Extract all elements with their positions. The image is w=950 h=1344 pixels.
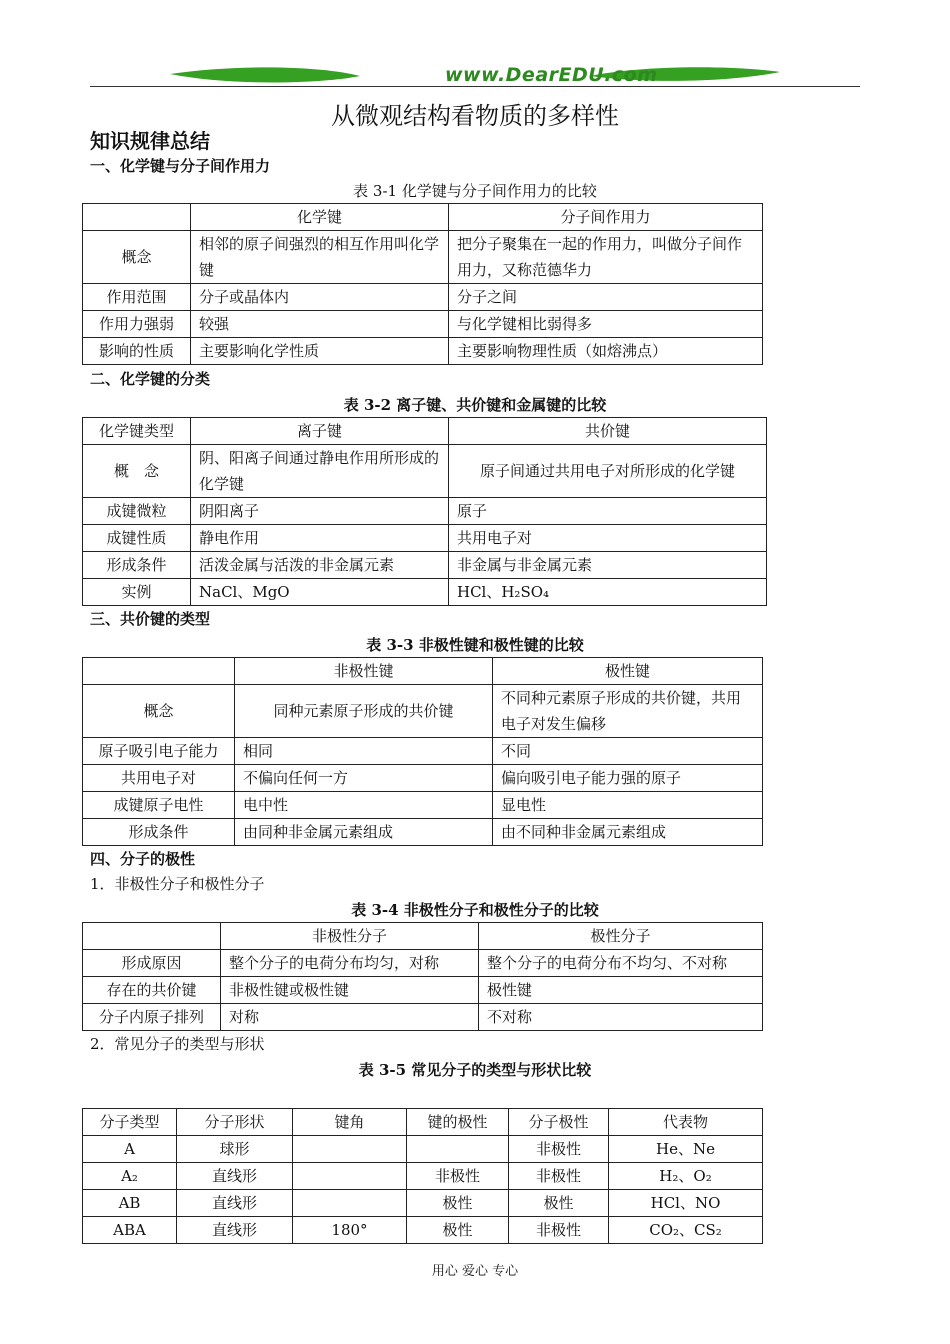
- row-label: 影响的性质: [83, 338, 191, 365]
- table-cell: 分子或晶体内: [191, 284, 449, 311]
- table-cell: 阴阳离子: [191, 498, 449, 525]
- table-cell: ABA: [83, 1217, 177, 1244]
- table-cell: 活泼金属与活泼的非金属元素: [191, 552, 449, 579]
- table-cell: 非极性: [509, 1217, 609, 1244]
- table-cell: HCl、H₂SO₄: [449, 579, 767, 606]
- table-cell: 把分子聚集在一起的作用力，叫做分子间作用力，又称范德华力: [449, 231, 763, 284]
- table4: [82, 922, 763, 1031]
- page-footer: 用心 爱心 专心: [431, 1264, 519, 1279]
- table-header: 共价键: [449, 418, 767, 445]
- table-cell: 相邻的原子间强烈的相互作用叫化学键: [191, 231, 449, 284]
- table-cell: [83, 658, 235, 685]
- table-header: 分子类型: [83, 1109, 177, 1136]
- row-label: 作用力强弱: [83, 311, 191, 338]
- site-header: [90, 60, 860, 90]
- table-row: [83, 338, 763, 365]
- table-cell: [293, 1136, 407, 1163]
- table-cell: 由同种非金属元素组成: [235, 819, 493, 846]
- table-row: [83, 977, 763, 1004]
- table-row: [83, 311, 763, 338]
- table-header: 分子间作用力: [449, 204, 763, 231]
- row-label: 成键原子电性: [83, 792, 235, 819]
- table-header: 分子形状: [177, 1109, 293, 1136]
- table-cell: 180°: [293, 1217, 407, 1244]
- table-cell: HCl、NO: [609, 1190, 763, 1217]
- row-label: 实例: [83, 579, 191, 606]
- table-cell: 分子之间: [449, 284, 763, 311]
- table-header: 键的极性: [407, 1109, 509, 1136]
- table-cell: 同种元素原子形成的共价键: [235, 685, 493, 738]
- table-cell: 直线形: [177, 1190, 293, 1217]
- table-cell: 极性: [407, 1217, 509, 1244]
- table-row: [83, 1136, 763, 1163]
- row-label: 形成原因: [83, 950, 221, 977]
- table-row: [83, 231, 763, 284]
- table-cell: 不同: [493, 738, 763, 765]
- table-row: [83, 525, 767, 552]
- table-cell: 直线形: [177, 1217, 293, 1244]
- section-heading-4: 四、分子的极性: [90, 850, 196, 868]
- row-label: 概念: [83, 685, 235, 738]
- table-header: 化学键: [191, 204, 449, 231]
- table-cell: 球形: [177, 1136, 293, 1163]
- table-cell: 与化学键相比弱得多: [449, 311, 763, 338]
- table-cell: 不同种元素原子形成的共价键，共用电子对发生偏移: [493, 685, 763, 738]
- table-row: [83, 685, 763, 738]
- table-cell: 对称: [221, 1004, 479, 1031]
- table-cell: 主要影响物理性质（如熔沸点）: [449, 338, 763, 365]
- table-row: [83, 792, 763, 819]
- table-cell: 不对称: [479, 1004, 763, 1031]
- table-row: [83, 498, 767, 525]
- table-row: [83, 445, 767, 498]
- table-header: 分子极性: [509, 1109, 609, 1136]
- table-cell: A: [83, 1136, 177, 1163]
- row-label: 存在的共价键: [83, 977, 221, 1004]
- section-heading-3: 三、共价键的类型: [90, 610, 211, 628]
- table-header: 非极性分子: [221, 923, 479, 950]
- table5: [82, 1108, 763, 1244]
- table-row: [83, 284, 763, 311]
- table-row: [83, 765, 763, 792]
- table-cell: 由不同种非金属元素组成: [493, 819, 763, 846]
- row-label: 形成条件: [83, 552, 191, 579]
- table-header: 代表物: [609, 1109, 763, 1136]
- table-cell: [407, 1136, 509, 1163]
- table-row: [83, 579, 767, 606]
- table-cell: 显电性: [493, 792, 763, 819]
- table-cell: [83, 204, 191, 231]
- table-row: [83, 738, 763, 765]
- row-label: 概 念: [83, 445, 191, 498]
- header-rule: [90, 86, 860, 87]
- table-cell: 整个分子的电荷分布均匀，对称: [221, 950, 479, 977]
- table-header: 极性分子: [479, 923, 763, 950]
- site-logo[interactable]: www.DearEDU.com: [445, 64, 658, 86]
- table-row: [83, 1190, 763, 1217]
- row-label: 原子吸引电子能力: [83, 738, 235, 765]
- table3-caption: 表 3-3 非极性键和极性键的比较: [366, 636, 584, 654]
- table-row: [83, 950, 763, 977]
- table-row: [83, 552, 767, 579]
- table-row: [83, 1163, 763, 1190]
- table-header: 键角: [293, 1109, 407, 1136]
- table-row: [83, 1004, 763, 1031]
- table-cell: AB: [83, 1190, 177, 1217]
- page-title: 从微观结构看物质的多样性: [331, 102, 619, 130]
- table-cell: [293, 1190, 407, 1217]
- table-cell: 较强: [191, 311, 449, 338]
- row-label: 概念: [83, 231, 191, 284]
- table-row: [83, 1217, 763, 1244]
- table1: [82, 203, 763, 365]
- row-label: 分子内原子排列: [83, 1004, 221, 1031]
- table-cell: 非极性: [509, 1136, 609, 1163]
- subsection-heading-4-2: 2．常见分子的类型与形状: [90, 1035, 265, 1053]
- table2-caption: 表 3-2 离子键、共价键和金属键的比较: [343, 396, 607, 414]
- table-header: 极性键: [493, 658, 763, 685]
- table-cell: 相同: [235, 738, 493, 765]
- table-cell: 非金属与非金属元素: [449, 552, 767, 579]
- section-heading-2: 二、化学键的分类: [90, 370, 211, 388]
- table-cell: 主要影响化学性质: [191, 338, 449, 365]
- table-cell: 静电作用: [191, 525, 449, 552]
- table-cell: 极性: [509, 1190, 609, 1217]
- row-label: 成键微粒: [83, 498, 191, 525]
- table5-caption: 表 3-5 常见分子的类型与形状比较: [358, 1061, 592, 1079]
- table-cell: [293, 1163, 407, 1190]
- table-cell: A₂: [83, 1163, 177, 1190]
- row-label: 形成条件: [83, 819, 235, 846]
- table-cell: 电中性: [235, 792, 493, 819]
- table-cell: 非极性: [509, 1163, 609, 1190]
- table-header: 离子键: [191, 418, 449, 445]
- table-cell: 整个分子的电荷分布不均匀、不对称: [479, 950, 763, 977]
- subsection-heading-4-1: 1．非极性分子和极性分子: [90, 875, 265, 893]
- table-cell: H₂、O₂: [609, 1163, 763, 1190]
- table-cell: 非极性: [407, 1163, 509, 1190]
- table-cell: 直线形: [177, 1163, 293, 1190]
- row-label: 共用电子对: [83, 765, 235, 792]
- table-cell: He、Ne: [609, 1136, 763, 1163]
- table-cell: 极性: [407, 1190, 509, 1217]
- table-cell: [83, 923, 221, 950]
- table-cell: 共用电子对: [449, 525, 767, 552]
- table-row: [83, 819, 763, 846]
- table1-caption: 表 3-1 化学键与分子间作用力的比较: [353, 182, 597, 200]
- table-cell: 阴、阳离子间通过静电作用所形成的化学键: [191, 445, 449, 498]
- table4-caption: 表 3-4 非极性分子和极性分子的比较: [351, 901, 599, 919]
- table-cell: CO₂、CS₂: [609, 1217, 763, 1244]
- row-label: 作用范围: [83, 284, 191, 311]
- table-cell: NaCl、MgO: [191, 579, 449, 606]
- section-heading-1: 一、化学键与分子间作用力: [90, 157, 271, 175]
- table-header: 非极性键: [235, 658, 493, 685]
- table-cell: 不偏向任何一方: [235, 765, 493, 792]
- table-cell: 原子间通过共用电子对所形成的化学键: [449, 445, 767, 498]
- summary-heading: 知识规律总结: [90, 129, 210, 153]
- table-cell: 极性键: [479, 977, 763, 1004]
- table2: [82, 417, 767, 606]
- table-cell: 偏向吸引电子能力强的原子: [493, 765, 763, 792]
- table-cell: 非极性键或极性键: [221, 977, 479, 1004]
- table-header: 化学键类型: [83, 418, 191, 445]
- row-label: 成键性质: [83, 525, 191, 552]
- table3: [82, 657, 763, 846]
- table-cell: 原子: [449, 498, 767, 525]
